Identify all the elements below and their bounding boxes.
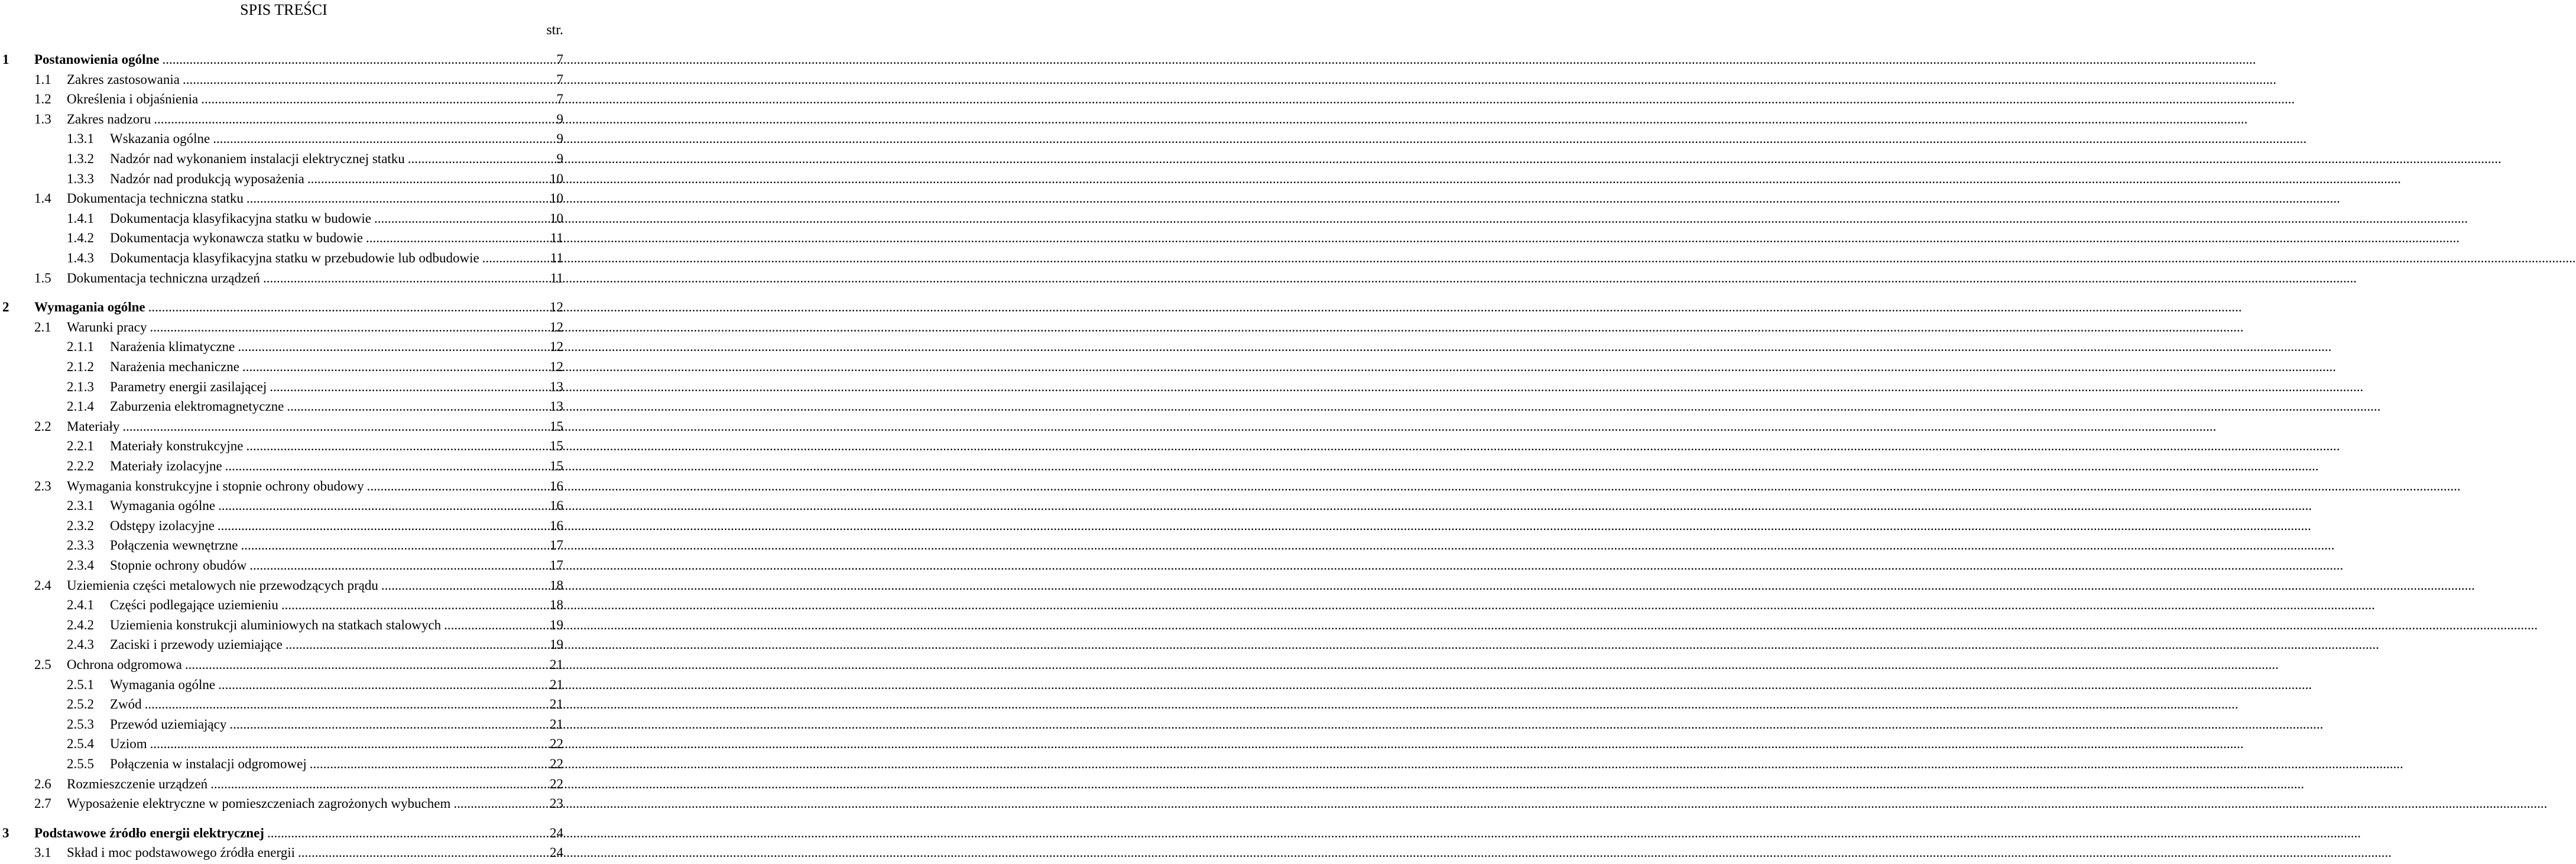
toc-entry-number: 1.3 <box>34 111 51 126</box>
toc-entry-page: 22 <box>550 736 563 752</box>
toc-entry[interactable] <box>0 635 567 654</box>
toc-entry-number: 2.3 <box>34 478 51 493</box>
toc-entry-title: Dokumentacja klasyfikacyjna statku w przebudowie lub odbudowie <box>110 251 479 265</box>
dot-leader <box>246 436 547 456</box>
toc-entry[interactable] <box>0 754 567 774</box>
toc-entry-number: 1.4.1 <box>67 210 94 226</box>
toc-entry[interactable] <box>0 377 567 397</box>
toc-entry-page: 12 <box>550 359 563 374</box>
toc-entry-number: 1.4.3 <box>67 251 94 265</box>
toc-entry[interactable] <box>0 694 567 714</box>
toc-entry-title: Wymagania ogólne <box>110 677 216 692</box>
toc-entry-page: 18 <box>550 597 563 613</box>
page-number-column-label: str. <box>546 22 563 38</box>
toc-entry-number: 2.5.1 <box>67 677 94 692</box>
toc-entry-number: 2.1 <box>34 319 51 334</box>
toc-entry-page: 17 <box>550 538 563 553</box>
toc-entry-title: Określenia i objaśnienia <box>67 92 199 107</box>
toc-entry-page: 21 <box>550 697 563 712</box>
toc-entry-title: Stopnie ochrony obudów <box>110 558 247 573</box>
toc-entry-number: 2.7 <box>34 796 51 811</box>
toc-entry-title: Narażenia klimatyczne <box>110 339 235 355</box>
toc-entry-title: Przewód uziemiający <box>110 716 227 732</box>
toc-entry-title: Nadzór nad produkcją wyposażenia <box>110 171 304 186</box>
toc-entry-number: 2.6 <box>34 776 51 791</box>
toc-entry[interactable] <box>0 169 567 189</box>
toc-entry-title: Uziom <box>110 736 147 752</box>
dot-leader <box>218 675 547 694</box>
dot-leader <box>238 337 547 356</box>
dot-leader <box>285 635 547 654</box>
toc-entry-page: 11 <box>550 270 563 285</box>
toc-entry-page: 9 <box>556 151 563 166</box>
toc-entry-number: 1.3.3 <box>67 171 94 186</box>
toc-entry-title: Wymagania ogólne <box>110 498 216 514</box>
dot-leader <box>444 615 547 635</box>
toc-entry-number: 2.5.5 <box>67 756 94 771</box>
toc-entry-title: Narażenia mechaniczne <box>110 359 239 374</box>
dot-leader <box>150 317 547 337</box>
toc-entry[interactable] <box>0 595 567 615</box>
dot-leader <box>367 476 547 496</box>
toc-entry[interactable] <box>0 248 567 268</box>
toc-entry-number: 2.4.3 <box>67 637 94 652</box>
toc-entry-page: 10 <box>550 210 563 226</box>
toc-entry-title: Postanowienia ogólne <box>34 52 160 67</box>
toc-entry-number: 2.5.3 <box>67 716 94 732</box>
dot-leader <box>241 535 547 555</box>
toc-entry-page: 19 <box>550 617 563 632</box>
toc-entry-title: Zakres nadzoru <box>67 111 151 126</box>
dot-leader <box>145 694 547 714</box>
toc-entry-title: Zakres zastosowania <box>67 72 180 87</box>
toc-entry[interactable] <box>0 794 567 813</box>
toc-entry-number: 2.2.1 <box>67 439 94 454</box>
dot-leader <box>122 417 547 436</box>
dot-leader <box>183 70 554 89</box>
toc-entry-page: 11 <box>550 251 563 265</box>
toc-entry-page: 15 <box>550 439 563 454</box>
toc-entry-title: Połączenia w instalacji odgromowej <box>110 756 307 771</box>
toc-entry-number: 2.3.4 <box>67 558 94 573</box>
toc-entry-title: Uziemienia konstrukcji aluminiowych na statkach stalowych <box>110 617 442 632</box>
toc-entry[interactable] <box>0 496 567 515</box>
toc-entry-page: 21 <box>550 716 563 732</box>
dot-leader <box>270 377 547 397</box>
toc-entry-page: 23 <box>550 796 563 811</box>
toc-entry-title: Wymagania ogólne <box>34 300 145 315</box>
toc-entry[interactable] <box>0 843 567 862</box>
toc-entry-number: 2.2 <box>34 418 51 434</box>
toc-entry[interactable] <box>0 268 567 288</box>
toc-entry[interactable] <box>0 50 567 69</box>
dot-leader <box>242 357 547 376</box>
toc-entry[interactable] <box>0 436 567 456</box>
toc-entry-page: 12 <box>550 300 563 315</box>
toc-entry[interactable] <box>0 417 567 436</box>
dot-leader <box>408 149 554 168</box>
toc-entry-number: 2 <box>2 300 9 315</box>
toc-entry[interactable] <box>0 823 567 843</box>
dot-leader <box>263 268 548 288</box>
toc-entry[interactable] <box>0 209 567 228</box>
dot-leader <box>366 228 548 248</box>
toc-entry-number: 1.5 <box>34 270 51 285</box>
dot-leader <box>162 50 554 69</box>
toc-entry[interactable] <box>0 675 567 694</box>
dot-leader <box>453 794 547 813</box>
toc-entry-number: 1.4.2 <box>67 230 94 246</box>
toc-entry-number: 1.3.2 <box>67 151 94 166</box>
toc-entry-page: 15 <box>550 418 563 434</box>
toc-entry-number: 3 <box>2 825 9 840</box>
toc-entry-page: 12 <box>550 319 563 334</box>
toc-entry[interactable] <box>0 149 567 168</box>
toc-entry-title: Uziemienia części metalowych nie przewodzących prądu <box>67 577 378 593</box>
toc-entry[interactable] <box>0 317 567 337</box>
toc-entry-title: Dokumentacja techniczna statku <box>67 191 244 206</box>
toc-entry[interactable] <box>0 714 567 734</box>
toc-entry-page: 16 <box>550 478 563 493</box>
toc-entry-page: 12 <box>550 339 563 355</box>
toc-entry-page: 9 <box>556 131 563 147</box>
toc-entry-number: 1.3.1 <box>67 131 94 147</box>
toc-entry[interactable] <box>0 774 567 794</box>
toc-entry-number: 2.5.2 <box>67 697 94 712</box>
toc-entry-number: 2.1.3 <box>67 379 94 394</box>
toc-entry-title: Wyposażenie elektryczne w pomieszczeniach zagrożonych wybuchem <box>67 796 451 811</box>
toc-entry-number: 1.4 <box>34 191 51 206</box>
toc-entry-page: 15 <box>550 459 563 473</box>
dot-leader <box>210 774 547 794</box>
toc-entry-title: Parametry energii zasilającej <box>110 379 267 394</box>
toc-entry[interactable] <box>0 228 567 248</box>
toc-entry-number: 2.1.2 <box>67 359 94 374</box>
dot-leader <box>267 823 547 843</box>
toc-entry[interactable] <box>0 129 567 148</box>
toc-entry[interactable] <box>0 70 567 89</box>
toc-entry-number: 2.3.1 <box>67 498 94 514</box>
toc-entry[interactable] <box>0 655 567 674</box>
toc-entry[interactable] <box>0 357 567 376</box>
toc-entry-number: 3.1 <box>34 845 51 860</box>
toc-entry[interactable] <box>0 189 567 208</box>
dot-leader <box>225 456 547 476</box>
toc-entry-title: Zwód <box>110 697 142 712</box>
toc-entry[interactable] <box>0 456 567 476</box>
toc-entry-page: 21 <box>550 657 563 672</box>
toc-entry[interactable] <box>0 516 567 535</box>
toc-entry-title: Nadzór nad wykonaniem instalacji elektrycznej statku <box>110 151 405 166</box>
dot-leader <box>281 595 547 615</box>
toc-entry[interactable] <box>0 297 567 317</box>
toc-entry[interactable] <box>0 576 567 595</box>
toc-entry[interactable] <box>0 337 567 356</box>
toc-entry-title: Warunki pracy <box>67 319 147 334</box>
toc-entry-title: Części podlegające uziemieniu <box>110 597 278 613</box>
toc-entry-number: 1 <box>2 52 9 67</box>
toc-entry-page: 16 <box>550 498 563 514</box>
dot-leader <box>148 297 547 317</box>
dot-leader <box>307 169 547 189</box>
toc-entry-page: 7 <box>556 92 563 107</box>
toc-entry-page: 13 <box>550 379 563 394</box>
toc-entry-number: 2.5 <box>34 657 51 672</box>
toc-entry-page: 16 <box>550 518 563 533</box>
toc-entry-page: 24 <box>550 845 563 860</box>
toc-entry-title: Połączenia wewnętrzne <box>110 538 238 553</box>
toc-entry-title: Dokumentacja wykonawcza statku w budowie <box>110 230 363 246</box>
toc-entry-number: 2.4 <box>34 577 51 593</box>
dot-leader <box>310 754 547 774</box>
toc-entry[interactable] <box>0 615 567 635</box>
toc-entry-number: 2.4.2 <box>67 617 94 632</box>
toc-entry-number: 1.2 <box>34 92 51 107</box>
dot-leader <box>201 89 554 109</box>
toc-entry-title: Dokumentacja techniczna urządzeń <box>67 270 260 285</box>
toc-entry-title: Skład i moc podstawowego źródła energii <box>67 845 296 860</box>
toc-entry-page: 7 <box>556 72 563 87</box>
toc-entry-number: 2.3.2 <box>67 518 94 533</box>
toc-entry-page: 22 <box>550 756 563 771</box>
toc-entry-page: 10 <box>550 171 563 186</box>
dot-leader <box>185 655 547 674</box>
toc-entry[interactable] <box>0 734 567 753</box>
dot-leader <box>287 397 547 416</box>
toc-entry-page: 22 <box>550 776 563 791</box>
dot-leader <box>381 576 547 595</box>
toc-entry-page: 18 <box>550 577 563 593</box>
toc-entry-title: Wymagania konstrukcyjne i stopnie ochrony obudowy <box>67 478 364 493</box>
dot-leader <box>154 109 554 129</box>
dot-leader <box>218 496 547 515</box>
dot-leader <box>374 209 547 228</box>
dot-leader <box>482 248 548 268</box>
toc-entry-page: 21 <box>550 677 563 692</box>
toc-entry-number: 2.4.1 <box>67 597 94 613</box>
toc-entry-page: 11 <box>550 230 563 246</box>
toc-entry-page: 19 <box>550 637 563 652</box>
toc-entry-number: 2.3.3 <box>67 538 94 553</box>
toc-entry-number: 2.1.1 <box>67 339 94 355</box>
toc-entry-title: Podstawowe źródło energii elektrycznej <box>34 825 264 840</box>
toc-entry-title: Dokumentacja klasyfikacyjna statku w budowie <box>110 210 371 226</box>
toc-entry-page: 9 <box>556 111 563 126</box>
toc-entry-title: Zaciski i przewody uziemiające <box>110 637 283 652</box>
toc-entry-number: 2.1.4 <box>67 399 94 414</box>
dot-leader <box>246 189 547 208</box>
toc-entry[interactable] <box>0 476 567 496</box>
toc-entry-page: 10 <box>550 191 563 206</box>
toc-entry-title: Materiały izolacyjne <box>110 459 222 473</box>
toc-entry-page: 13 <box>550 399 563 414</box>
toc-entry-number: 2.2.2 <box>67 459 94 473</box>
toc-entry[interactable] <box>0 397 567 416</box>
toc-entry-title: Materiały <box>67 418 120 434</box>
dot-leader <box>229 714 547 734</box>
toc-entry-page: 7 <box>556 52 563 67</box>
dot-leader <box>249 556 547 575</box>
dot-leader <box>218 516 547 535</box>
dot-leader <box>213 129 554 148</box>
toc-entry-title: Materiały konstrukcyjne <box>110 439 244 454</box>
toc-entry-number: 1.1 <box>34 72 51 87</box>
toc-entry-page: 24 <box>550 825 563 840</box>
toc-entry[interactable] <box>0 89 567 109</box>
toc-entry-title: Rozmieszczenie urządzeń <box>67 776 208 791</box>
toc-entry-title: Wskazania ogólne <box>110 131 210 147</box>
page-title: SPIS TREŚCI <box>240 1 327 18</box>
toc-entry-title: Ochrona odgromowa <box>67 657 182 672</box>
toc-entry-title: Zaburzenia elektromagnetyczne <box>110 399 284 414</box>
dot-leader <box>150 734 547 753</box>
toc-entry-title: Odstępy izolacyjne <box>110 518 215 533</box>
table-of-contents <box>0 0 567 864</box>
toc-entry[interactable] <box>0 535 567 555</box>
toc-entry[interactable] <box>0 556 567 575</box>
dot-leader <box>298 843 547 862</box>
toc-entry-page: 17 <box>550 558 563 573</box>
toc-entry-number: 2.5.4 <box>67 736 94 752</box>
toc-entry[interactable] <box>0 109 567 129</box>
